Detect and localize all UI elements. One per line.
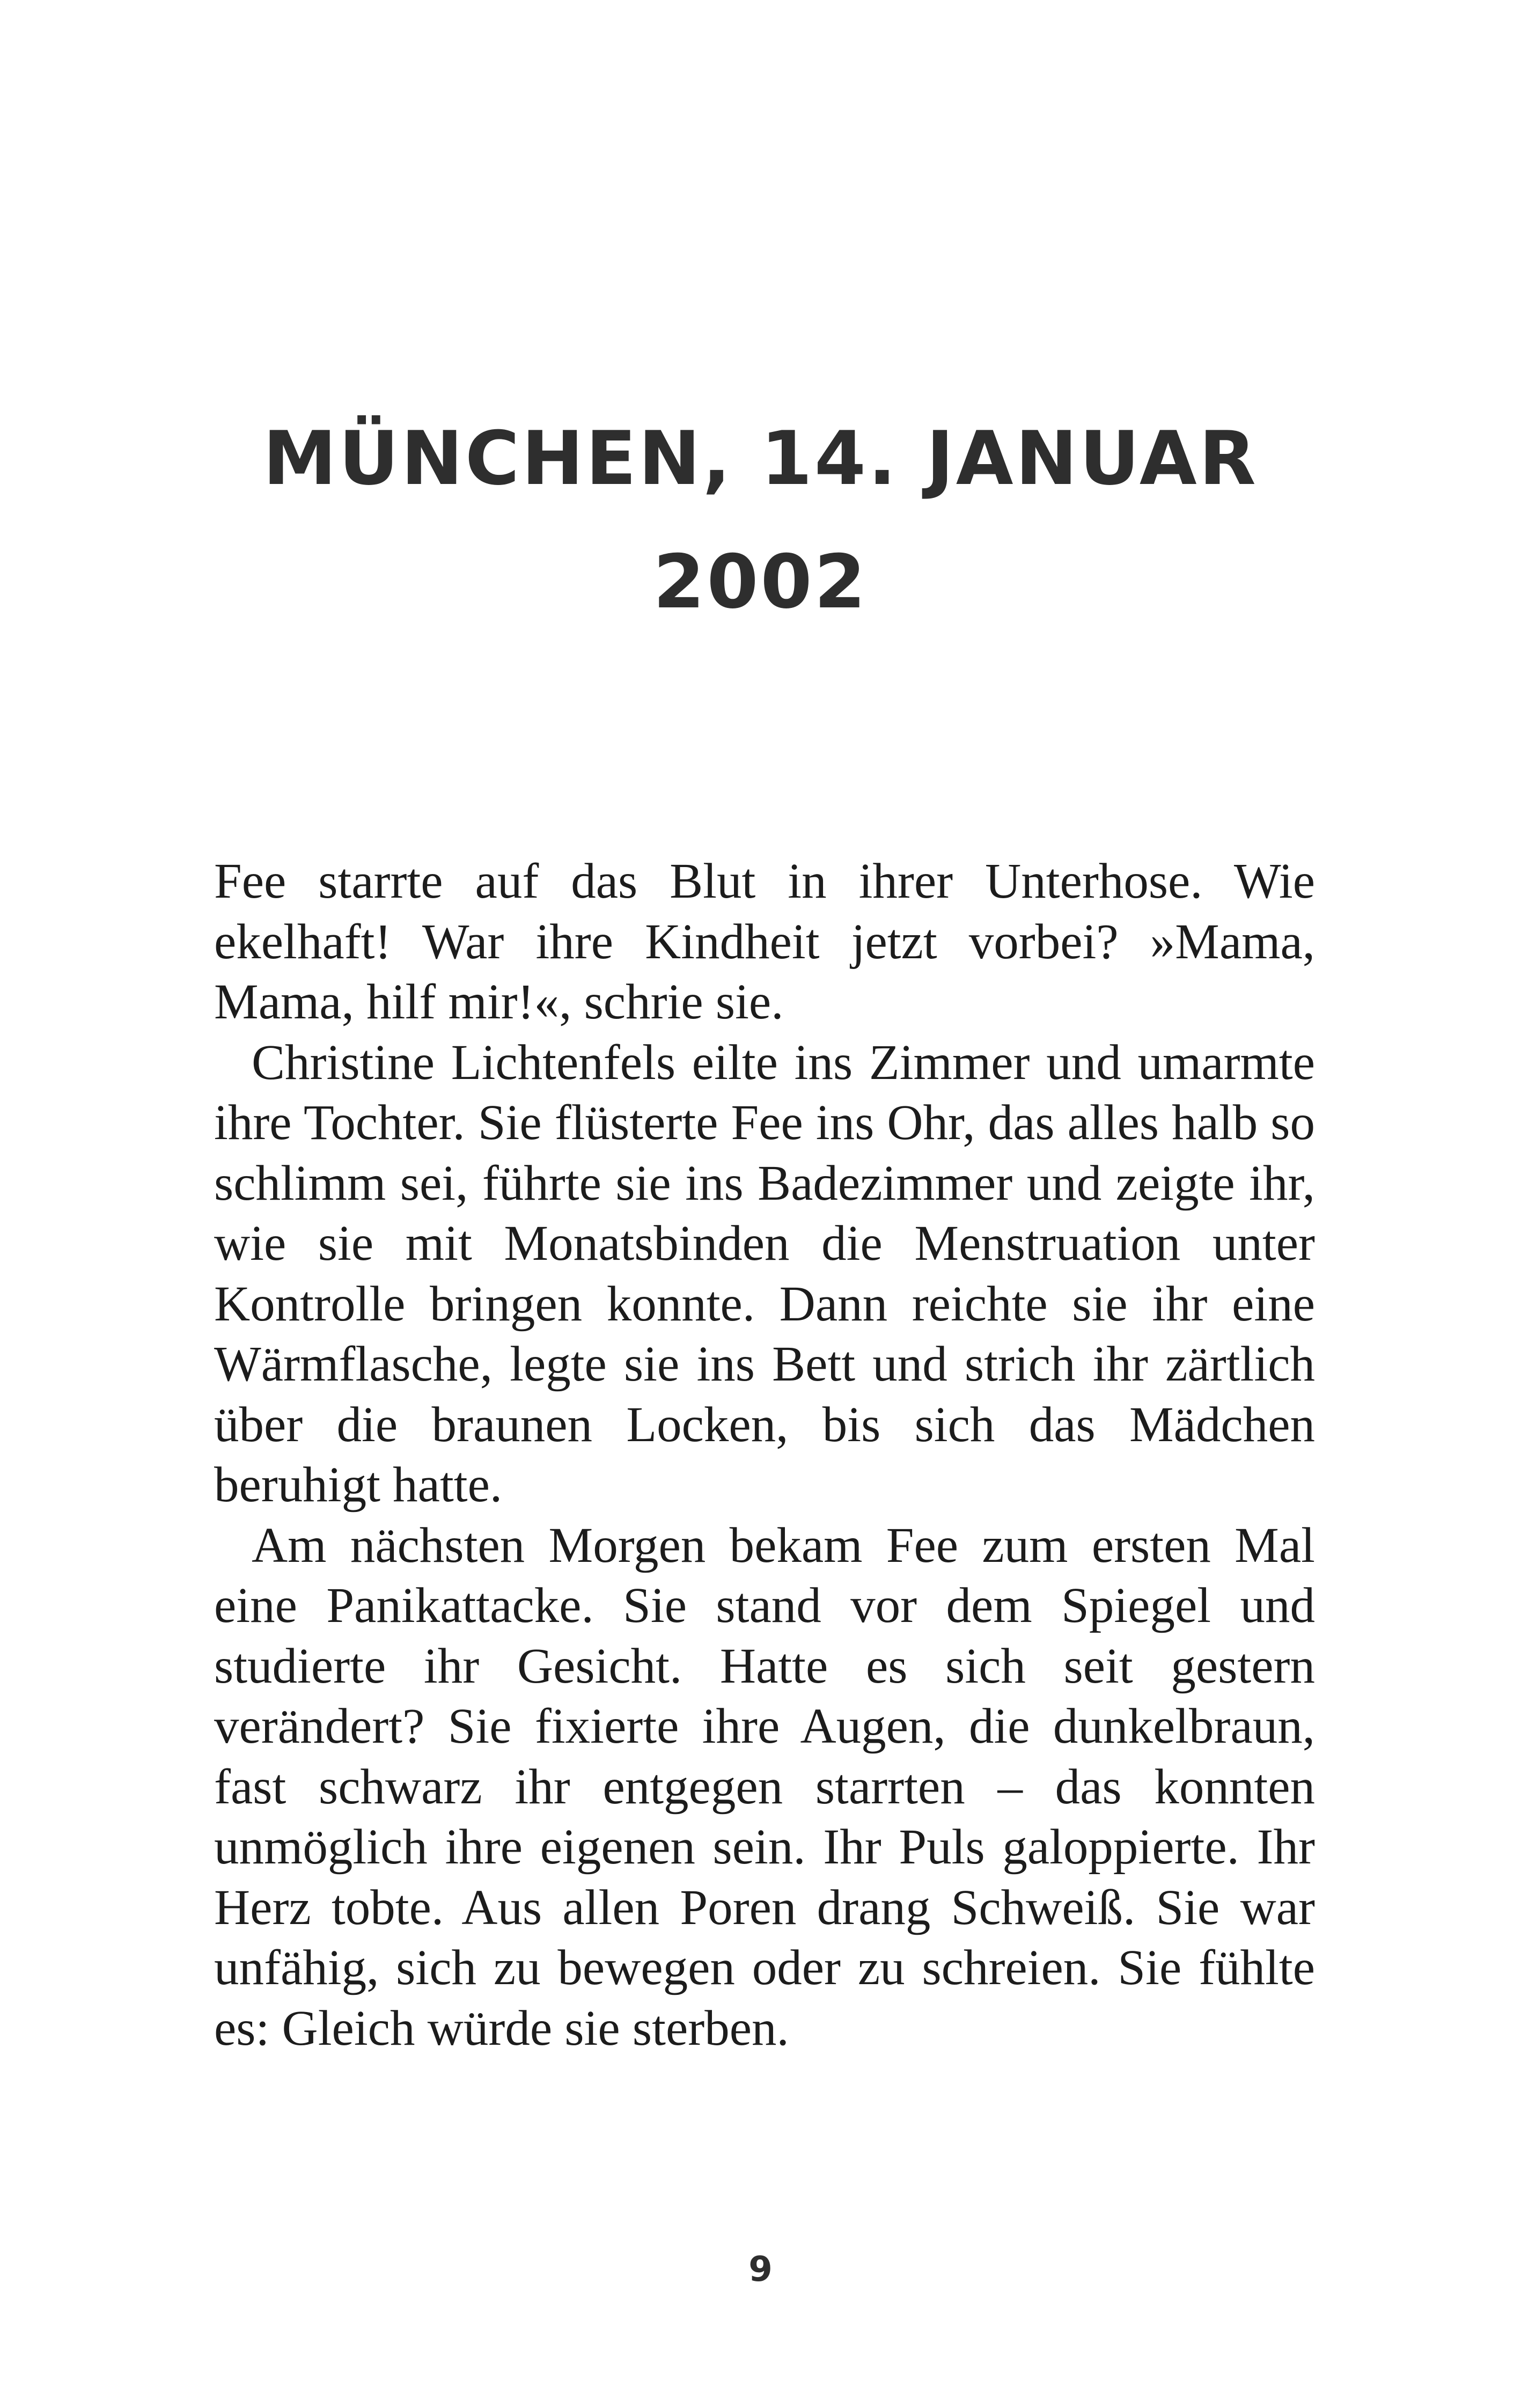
chapter-body — [214, 851, 1315, 2059]
paragraph-3: Am nächsten Morgen bekam Fee zum ersten Mal eine Panikattacke. Sie stand vor dem Spiegel und studierte ihr Gesicht. Hatte es sich seit gestern verändert? Sie fixierte ihre Augen, die dunkelbraun, fast schwarz ihr entgegen starrten – das konnten unmöglich ihre eigenen sein. Ihr Puls galoppierte. Ihr Herz tobte. Aus allen Poren drang Schweiß. Sie war unfähig, sich zu bewegen oder zu schreien. Sie fühlte es: Gleich würde sie sterben. — [214, 1517, 1315, 2056]
paragraph-2: Christine Lichtenfels eilte ins Zimmer und umarmte ihre Tochter. Sie flüsterte Fee ins Ohr, das alles halb so schlimm sei, führte sie ins Badezimmer und zeigte ihr, wie sie mit Monatsbinden die Menstruation unter Kontrolle bringen konnte. Dann reichte sie ihr eine Wärmflasche, legte sie ins Bett und strich ihr zärtlich über die braunen Locken, bis sich das Mädchen beruhigt hatte. — [214, 1034, 1315, 1513]
chapter-title — [0, 397, 1521, 644]
paragraph-1: Fee starrte auf das Blut in ihrer Unterhose. Wie ekelhaft! War ihre Kindheit jetzt vorbei? »Mama, Mama, hilf mir!«, schrie sie. — [214, 854, 1315, 1030]
page-number: 9 — [748, 2250, 773, 2289]
chapter-title-line-1: MÜNCHEN, 14. JANUAR — [263, 415, 1258, 502]
chapter-title-line-2: 2002 — [653, 539, 868, 625]
